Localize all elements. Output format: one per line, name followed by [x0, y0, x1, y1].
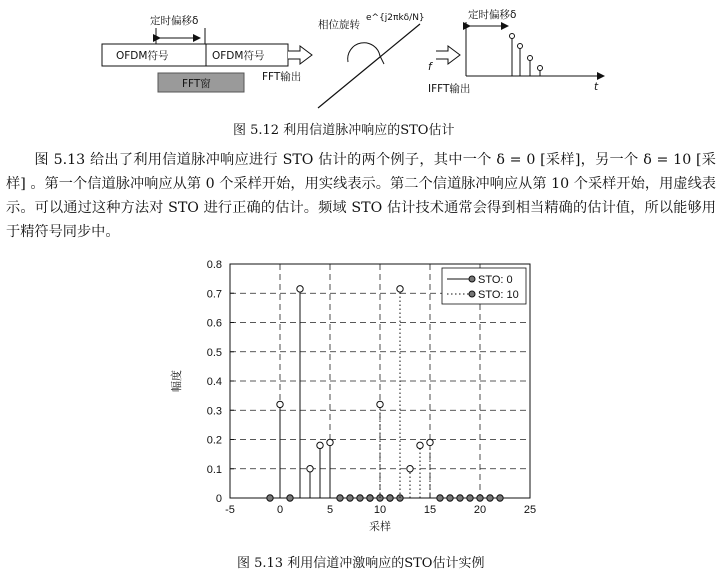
stem-marker-sto0	[327, 439, 333, 445]
stem-marker-sto10	[477, 495, 483, 501]
offset-label-right: 定时偏移δ	[468, 9, 517, 21]
time-label: t	[594, 81, 599, 93]
stem-marker-sto0	[277, 401, 283, 407]
legend-label: STO: 10	[478, 289, 519, 301]
figure-5-12-caption: 图 5.12 利用信道脉冲响应的STO估计	[233, 123, 455, 138]
legend-label: STO: 0	[478, 274, 513, 286]
stem-marker-sto0	[307, 466, 313, 472]
phase-exponent: e^{j2πkδ/N}	[366, 13, 425, 23]
stem-marker-sto10	[367, 495, 373, 501]
sto-stem-chart	[0, 250, 720, 540]
legend-marker	[469, 276, 475, 282]
x-tick-label: 0	[276, 504, 284, 516]
stem-marker-sto0	[347, 495, 353, 501]
y-tick-label: 0.6	[206, 317, 222, 330]
x-tick-label: 10	[373, 504, 387, 516]
fft-window-label: FFT窗	[182, 78, 211, 90]
stem-marker-sto10	[437, 495, 443, 501]
offset-label-left: 定时偏移δ	[150, 15, 199, 27]
y-tick-label: 0.1	[206, 463, 222, 476]
sto-diagram	[0, 0, 720, 118]
stem-marker-sto10	[417, 442, 423, 448]
stem-marker-sto0	[297, 286, 303, 292]
x-axis-label: 采样	[369, 521, 391, 533]
body-paragraph	[6, 148, 716, 244]
legend-marker	[469, 291, 475, 297]
stem-marker-sto10	[487, 495, 493, 501]
stem-marker-sto10	[497, 495, 503, 501]
y-tick-label: 0.5	[206, 346, 222, 359]
stem-marker-sto10	[407, 466, 413, 472]
fft-output-label: FFT输出	[262, 71, 302, 83]
stem-marker-sto10	[377, 401, 383, 407]
stem-marker-sto0	[267, 495, 273, 501]
x-tick-label: -5	[225, 504, 235, 516]
y-tick-label: 0.3	[206, 405, 222, 418]
stem-marker-sto10	[457, 495, 463, 501]
x-tick-label: 5	[326, 504, 334, 516]
stem-marker-sto0	[287, 495, 293, 501]
stem-marker-sto10	[427, 439, 433, 445]
stem-marker-sto0	[317, 442, 323, 448]
y-axis-label: 幅度	[171, 370, 183, 392]
phase-rotation-label: 相位旋转	[318, 19, 360, 31]
ofdm-symbol-2-label: OFDM符号	[212, 50, 265, 62]
stem-marker-sto10	[387, 495, 393, 501]
ifft-output-label: IFFT输出	[428, 83, 471, 95]
y-tick-label: 0.4	[206, 376, 222, 388]
ofdm-symbol-1-label: OFDM符号	[116, 50, 169, 62]
paragraph-text: 图 5.13 给出了利用信道脉冲响应进行 STO 估计的两个例子，其中一个 δ = 0 [采样]，另一个 δ = 10 [采样] 。第一个信道脉冲响应从第 0 个采样开始，用实线表示。第二个信道脉冲响应从第 10 个采样开始，用虚线表示。可以通过这种方法对 STO 进行正确的估计。频域 STO 估计技术通常会得到相当精确的估计值，所以能够用于精符号同步中。	[6, 152, 716, 240]
y-tick-label: 0	[215, 493, 222, 505]
stem-marker-sto0	[337, 495, 343, 501]
stem-marker-sto0	[357, 495, 363, 501]
x-tick-label: 25	[523, 504, 537, 516]
frequency-label: f	[428, 61, 432, 73]
y-tick-label: 0.8	[206, 259, 222, 271]
stem-marker-sto10	[467, 495, 473, 501]
stem-marker-sto10	[447, 495, 453, 501]
y-tick-label: 0.2	[206, 434, 222, 447]
figure-5-13-caption: 图 5.13 利用信道冲激响应的STO估计实例	[237, 556, 485, 571]
x-tick-label: 20	[473, 504, 487, 516]
x-tick-label: 15	[423, 504, 437, 516]
stem-marker-sto10	[397, 286, 403, 292]
y-tick-label: 0.7	[206, 288, 222, 301]
